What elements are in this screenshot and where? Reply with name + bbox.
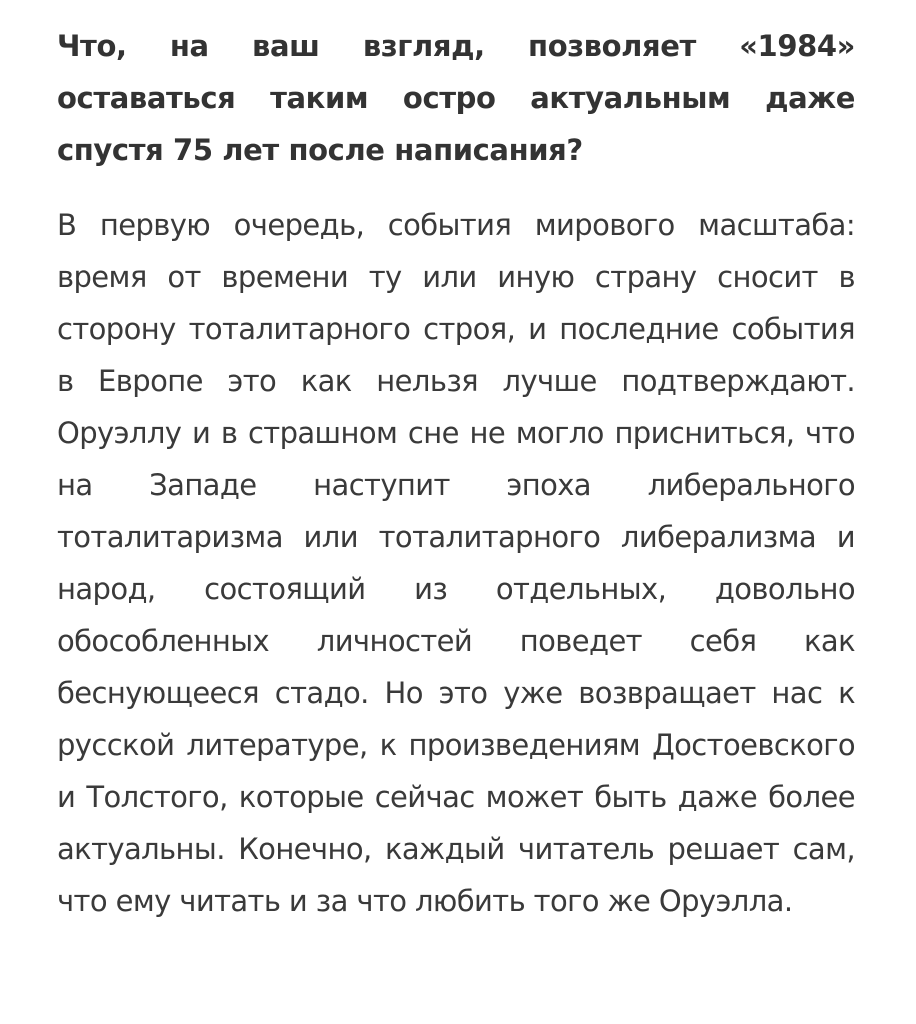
interview-answer: В первую очередь, события мирового масштаба: время от времени ту или иную страну сносит в сторону тоталитарного строя, и последние события в Европе это как нельзя лучше подтверждают. Оруэллу и в страшном сне не могло присниться, что на Западе наступит эпоха либерального тоталитаризма или тоталитарного либерализма и народ, состоящий из отдельных, довольно обособленных личностей поведет себя как беснующееся стадо. Но это уже возвращает нас к русской литературе, к произведениям Достоевского и Толстого, которые сейчас может быть даже более актуальны. Конечно, каждый читатель решает сам, что ему читать и за что любить того же Оруэлла. — [57, 208, 855, 918]
interview-article — [57, 20, 855, 927]
interview-question: Что, на ваш взгляд, позволяет «1984» оставаться таким остро актуальным даже спустя 75 лет после написания? — [57, 29, 855, 167]
